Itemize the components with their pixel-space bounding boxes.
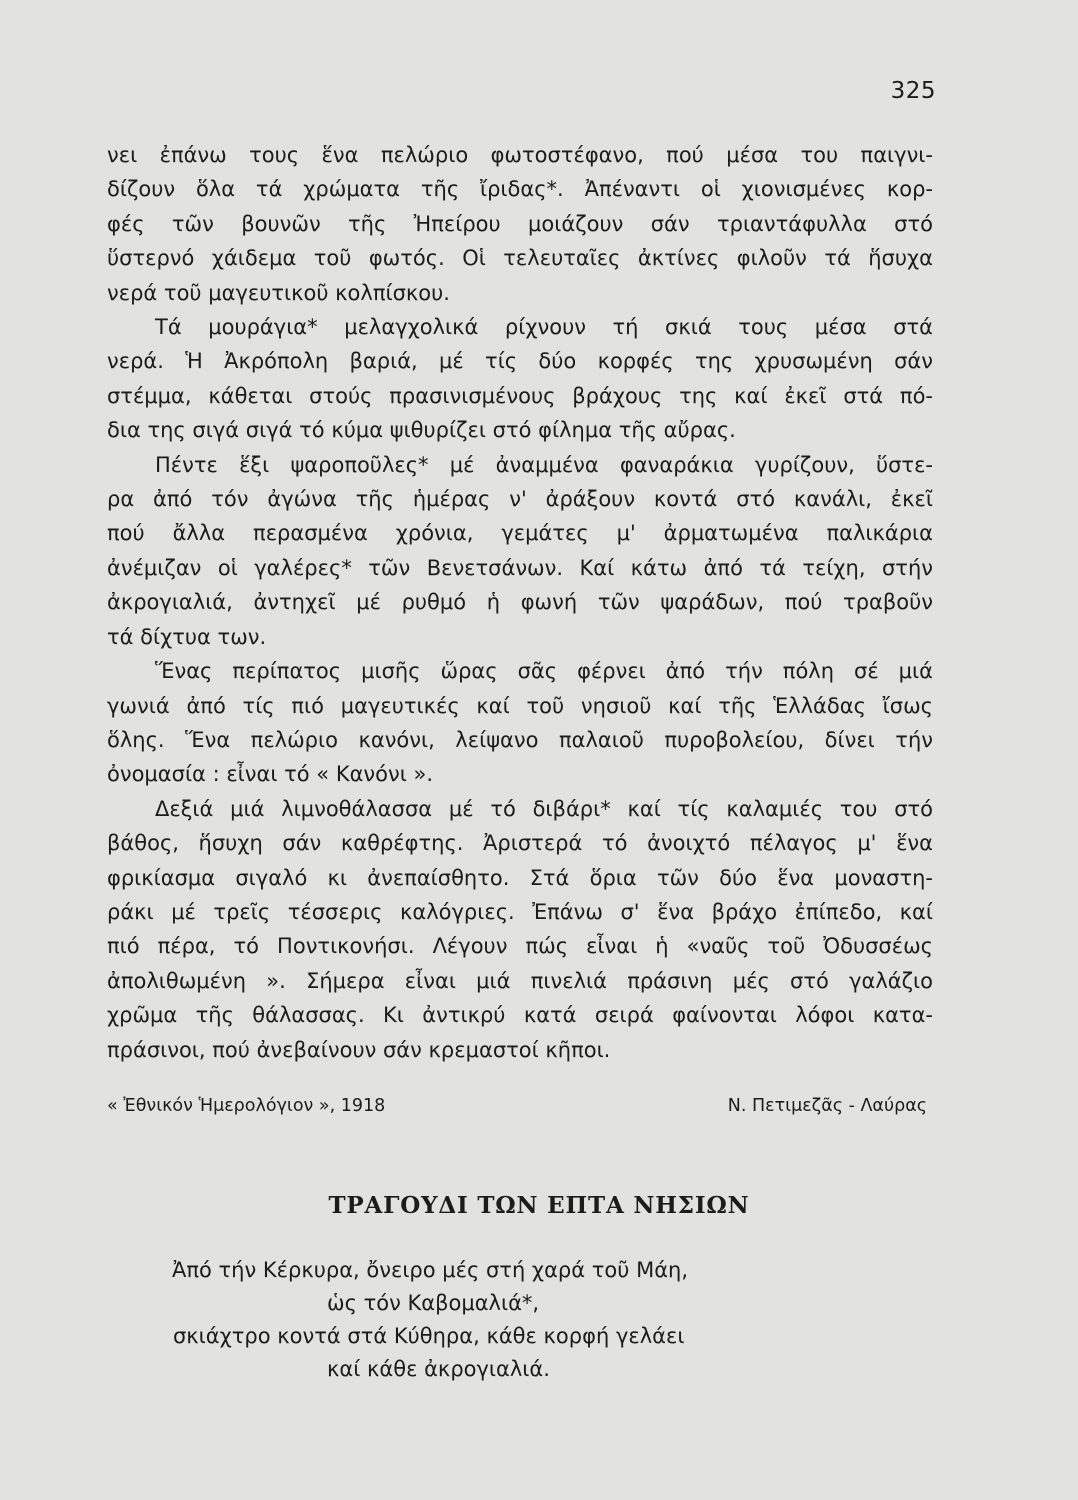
text-line: γωνιά ἀπό τίς πιό μαγευτικές καί τοῦ νησιοῦ καί τῆς Ἑλλάδας ἴσως — [107, 693, 933, 718]
text-line: Πέντε ἕξι ψαροποῦλες* μέ ἀναμμένα φαναράκια γυρίζουν, ὕστε- — [155, 452, 933, 477]
poem-line: καί κάθε ἀκρογιαλιά. — [327, 1357, 550, 1381]
text-line: Ἕνας περίπατος μισῆς ὥρας σᾶς φέρνει ἀπό τήν πόλη σέ μιά — [155, 659, 933, 684]
text-line: ἀπολιθωμένη ». Σήμερα εἶναι μιά πινελιά πράσινη μές στό γαλάζιο — [107, 968, 933, 993]
text-line: νει ἐπάνω τους ἕνα πελώριο φωτοστέφανο, πού μέσα του παιγνι- — [107, 143, 933, 167]
text-line: πιό πέρα, τό Ποντικονήσι. Λέγουν πώς εἶναι ἡ «ναῦς τοῦ Ὀδυσσέως — [107, 934, 933, 959]
paragraph — [107, 138, 933, 310]
text-line: ρα ἀπό τόν ἀγώνα τῆς ἡμέρας ν' ἀράξουν κοντά στό κανάλι, ἐκεῖ — [107, 487, 933, 512]
paragraph — [107, 654, 933, 792]
text-line: ὕστερνό χάιδεμα τοῦ φωτός. Οἱ τελευταῖες ἀκτίνες φιλοῦν τά ἥσυχα — [107, 246, 933, 271]
text-line: χρῶμα τῆς θάλασσας. Κι ἀντικρύ κατά σειρά φαίνονται λόφοι κατα- — [107, 1003, 933, 1028]
text-line: ὀνομασία : εἶναι τό « Κανόνι ». — [107, 762, 434, 787]
author-name: Ν. Πετιμεζᾶς - Λαύρας — [727, 1096, 927, 1116]
text-line: πού ἄλλα περασμένα χρόνια, γεμάτες μ' ἀρματωμένα παλικάρια — [107, 521, 933, 546]
text-line: πράσινοι, πού ἀνεβαίνουν σάν κρεμαστοί κῆποι. — [107, 1037, 611, 1062]
paragraph — [107, 792, 933, 1067]
poem-line: ὡς τόν Καβομαλιά*, — [327, 1291, 540, 1315]
text-line: δίζουν ὅλα τά χρώματα τῆς ἴριδας*. Ἀπέναντι οἱ χιονισμένες κορ- — [107, 177, 933, 202]
poem-line: Ἀπό τήν Κέρκυρα, ὄνειρο μές στή χαρά τοῦ Μάη, — [172, 1258, 689, 1282]
text-line: ράκι μέ τρεῖς τέσσερις καλόγριες. Ἐπάνω σ' ἕνα βράχο ἐπίπεδο, καί — [107, 899, 933, 924]
text-line: στέμμα, κάθεται στούς πρασινισμένους βράχους της καί ἐκεῖ στά πό- — [107, 383, 933, 408]
text-line: ὅλης. Ἕνα πελώριο κανόνι, λείψανο παλαιοῦ πυροβολείου, δίνει τήν — [107, 727, 933, 752]
attribution-row — [107, 1096, 927, 1116]
text-line: δια της σιγά σιγά τό κύμα ψιθυρίζει στό φίλημα τῆς αὔρας. — [107, 418, 736, 443]
text-line: ἀνέμιζαν οἱ γαλέρες* τῶν Βενετσάνων. Καί κάτω ἀπό τά τείχη, στήν — [107, 555, 933, 580]
text-line: Τά μουράγια* μελαγχολικά ρίχνουν τή σκιά τους μέσα στά — [155, 315, 933, 340]
page-number: 325 — [890, 78, 936, 104]
text-line: νερά. Ἡ Ἀκρόπολη βαριά, μέ τίς δύο κορφές της χρυσωμένη σάν — [107, 349, 933, 374]
text-line: βάθος, ἥσυχη σάν καθρέφτης. Ἀριστερά τό ἀνοιχτό πέλαγος μ' ἕνα — [107, 831, 933, 856]
source-citation: « Ἐθνικόν Ἡμερολόγιον », 1918 — [107, 1096, 386, 1116]
text-line: φρικίασμα σιγαλό κι ἀνεπαίσθητο. Στά ὅρια τῶν δύο ἕνα μοναστη- — [107, 865, 933, 890]
paragraph — [107, 310, 933, 448]
text-line: Δεξιά μιά λιμνοθάλασσα μέ τό διβάρι* καί τίς καλαμιές του στό — [155, 796, 933, 821]
poem — [0, 1254, 1078, 1386]
poem-title: ΤΡΑΓΟΥΔΙ ΤΩΝ ΕΠΤΑ ΝΗΣΙΩΝ — [328, 1192, 750, 1219]
text-line: φές τῶν βουνῶν τῆς Ἠπείρου μοιάζουν σάν τριαντάφυλλα στό — [107, 211, 933, 236]
text-line: νερά τοῦ μαγευτικοῦ κολπίσκου. — [107, 280, 450, 305]
text-line: τά δίχτυα των. — [107, 624, 267, 649]
text-line: ἀκρογιαλιά, ἀντηχεῖ μέ ρυθμό ἡ φωνή τῶν ψαράδων, πού τραβοῦν — [107, 590, 933, 615]
article-body — [107, 138, 933, 1067]
paragraph — [107, 448, 933, 654]
poem-line: σκιάχτρο κοντά στά Κύθηρα, κάθε κορφή γελάει — [173, 1324, 685, 1348]
